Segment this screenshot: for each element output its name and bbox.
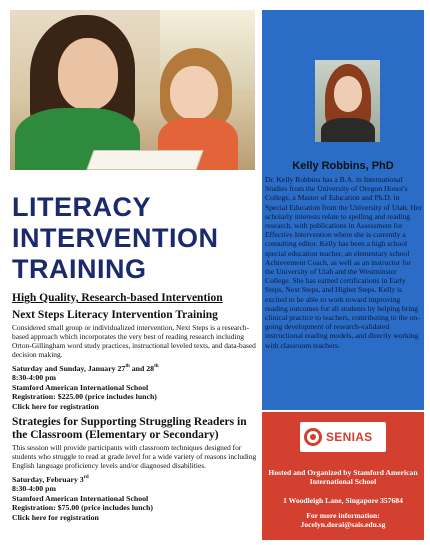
senias-logo (300, 422, 386, 452)
course-1-date-suffix-1: th (125, 364, 130, 369)
course-2-venue: Stamford American International School (12, 493, 149, 503)
course-1-title: Next Steps Literacy Intervention Training (12, 309, 218, 321)
course-2-date (12, 475, 257, 484)
presenter-shirt (321, 118, 375, 142)
course-1-date-suffix-2: th (154, 364, 159, 369)
presenter-bio: Dr. Kelly Robbins has a B.A. in International Studies from the University of Oregon Honor's College, a Master of Education and Ph.D. in Special Education from the University of Utah. Her scholarly interests relate to spelling and reading research, with publications in Assessment for Effective Intervention where she is currently a consulting editor. Kelly has been a high school special education teacher, an elementary school Achievement Coach, as well as an instructor for the University of Utah and the Westminster College. She has earned certifications in Early Steps, Next Steps, and Higher Steps. Kelly is excited to be able to work toward improving reading outcomes for all students by helping bring clinical practice to teachers, contributing to the on-going development of research-validated instructional reading models, and directly working with classroom teachers. (265, 175, 422, 350)
heart-icon (304, 428, 322, 446)
child-face (170, 66, 218, 120)
course-1-registration: Registration: $225.00 (price includes lunch) (12, 392, 157, 402)
course-2-registration: Registration: $75.00 (price includes lunch) (12, 503, 153, 513)
title-line-2: INTERVENTION (12, 223, 219, 253)
course-1 (12, 309, 257, 411)
course-1-date (12, 364, 257, 373)
course-2-title: Strategies for Supporting Struggling Readers in the Classroom (Elementary or Secondary) (12, 416, 247, 441)
course-1-description: Considered small group or individualized intervention, Next Steps is a research-based approach which incorporates the very best of reading research including Orton-Gillingham word study practices, instructional leveled texts, and data-based decision making. (12, 323, 256, 359)
presenter-panel (262, 10, 424, 410)
course-1-date-text-2: and 28 (129, 364, 155, 373)
course-1-date-text: Saturday and Sunday, January 27 (12, 364, 126, 373)
course-2-time: 8:30-4:00 pm (12, 484, 56, 494)
title-line-3: TRAINING (12, 254, 147, 284)
hosted-by: Hosted and Organized by Stamford American International School (268, 468, 418, 487)
contact-info (262, 511, 424, 529)
course-2 (12, 416, 257, 522)
course-2-date-text: Saturday, February 3 (12, 475, 84, 484)
hero-photo (10, 10, 255, 170)
tagline: High Quality, Research-based Intervention (12, 292, 223, 304)
presenter-face (334, 76, 362, 112)
contact-email[interactable]: Jocelyn.dorai@sais.edu.sg (300, 520, 386, 530)
logo-text: SENIAS (326, 430, 373, 444)
course-2-description: This session will provide participants with classroom techniques designed for students who struggle to read at grade level for a wide variety of reasons including English language proficiency levels and/or diagnosed disabilities. (12, 443, 257, 470)
presenter-name: Kelly Robbins, PhD (292, 160, 394, 172)
course-1-venue: Stamford American International School (12, 382, 149, 392)
course-1-registration-link[interactable]: Click here for registration (12, 401, 99, 411)
course-2-registration-link[interactable]: Click here for registration (12, 512, 99, 522)
presenter-photo (315, 60, 380, 142)
page-title (12, 192, 262, 285)
book (86, 150, 203, 170)
contact-label: For more information: (306, 511, 380, 520)
course-2-date-suffix: rd (83, 475, 89, 480)
host-panel (262, 412, 424, 540)
title-line-1: LITERACY (12, 192, 151, 222)
teacher-face (58, 38, 118, 110)
host-address: 1 Woodleigh Lane, Singapore 357684 (283, 496, 403, 505)
course-1-time: 8:30-4:00 pm (12, 373, 56, 383)
